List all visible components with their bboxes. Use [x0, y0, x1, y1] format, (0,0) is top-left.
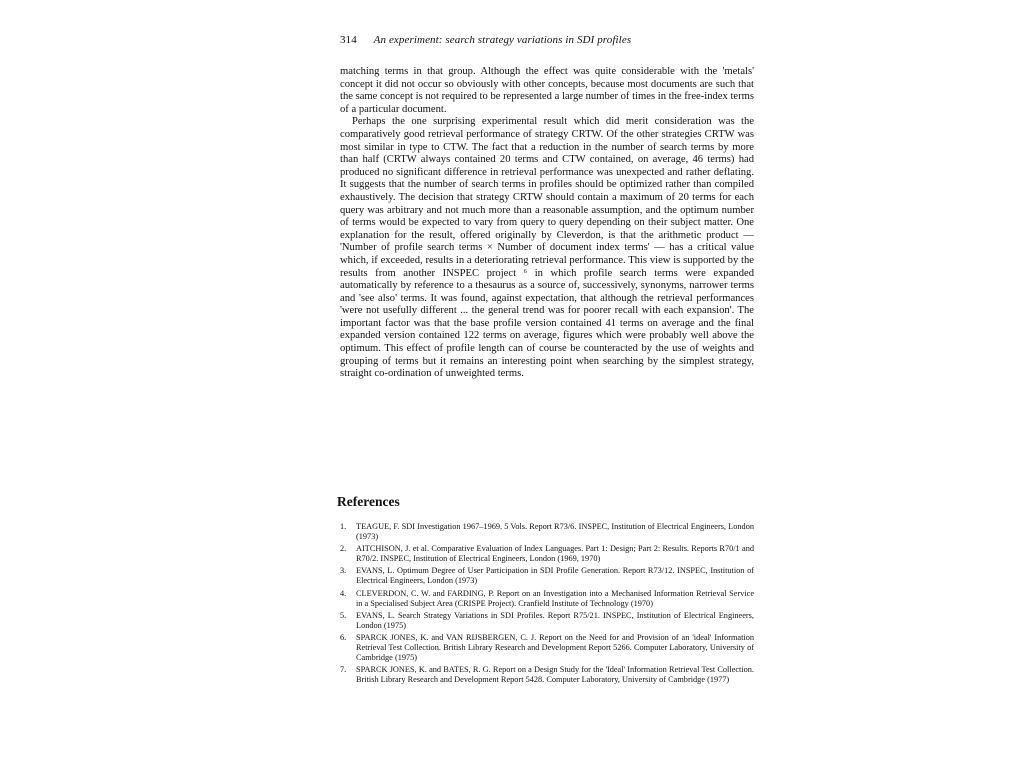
paragraph: Perhaps the one surprising experimental result which did merit consideration was the comparatively good retrieval performance of strategy CRTW. Of the other strategies CRTW was most similar in type to CTW. The fact that a reduction in the number of search terms by more than half (CRTW always contained 20 terms and CTW contained, on average, 46 terms) had produced no significant difference in retrieval performance was unexpected and rather deflating. It suggests that the number of search terms in profiles should be optimized rather than compiled exhaustively. The decision that strategy CRTW should contain a maximum of 20 terms for each query was arbitrary and not much more than a reasonable assumption, and the optimum number of terms would be expected to vary from query to query depending on their subject matter. One explanation for the result, offered originally by Cleverdon, is that the arithmetic product — 'Number of profile search terms × Number of document index terms' — has a critical value which, if exceeded, results in a deteriorating retrieval performance. This view is supported by the results from another INSPEC project ⁶ in which profile search terms were expanded automatically by reference to a thesaurus as a source of, successively, synonyms, narrower terms and 'see also' terms. It was found, against expectation, that although the retrieval performances 'were not usefully different ... the general trend was for poorer recall with each expansion'. The important factor was that the base profile version contained 41 terms on average and the final expanded version contained 122 terms on average, figures which were probably well above the optimum. This effect of profile length can of course be counteracted by the use of weights and grouping of terms but it remains an interesting point when searching by the simplest strategy, straight co-ordination of unweighted terms. — [340, 116, 754, 380]
reference-text: TEAGUE, F. SDI Investigation 1967–1969. 5 Vols. Report R73/6. INSPEC, Institution of Electrical Engineers, London (1973) — [356, 522, 754, 542]
reference-number: 1. — [340, 522, 347, 531]
page-number: 314 — [340, 34, 357, 46]
reference-item — [340, 544, 754, 564]
reference-item — [340, 633, 754, 663]
running-title: An experiment: search strategy variations in SDI profiles — [373, 34, 632, 46]
paragraph: matching terms in that group. Although the effect was quite considerable with the 'metals' concept it did not occur so obviously with other concepts, because most documents are such that the same concept is not required to be represented a large number of times in the free-index terms of a particular document. — [340, 66, 754, 115]
running-header — [340, 34, 760, 46]
reference-text: EVANS, L. Optimum Degree of User Participation in SDI Profile Generation. Report R73/12. INSPEC, Institution of Electrical Engineers, London (1973) — [356, 566, 754, 586]
reference-text: SPARCK JONES, K. and VAN RIJSBERGEN, C. J. Report on the Need for and Provision of an 'ideal' Information Retrieval Test Collection. British Library Research and Development Report 5266. Computer Laboratory, University of Cambridge (1975) — [356, 632, 754, 663]
reference-text: SPARCK JONES, K. and BATES, R. G. Report on a Design Study for the 'Ideal' Information Retrieval Test Collection. British Library Research and Development Report 5428. Computer Laboratory, University of Cambridge (1977) — [356, 665, 754, 685]
reference-item — [340, 522, 754, 542]
reference-number: 2. — [340, 544, 347, 554]
reference-number: 4. — [340, 588, 347, 598]
reference-text: AITCHISON, J. et al. Comparative Evaluation of Index Languages. Part 1: Design; Part 2: Results. Reports R70/1 and R70/2. INSPEC, Institution of Electrical Engineers, London (1969, 1970) — [356, 544, 754, 564]
reference-text: EVANS, L. Search Strategy Variations in SDI Profiles. Report R75/21. INSPEC, Institution of Electrical Engineers, London (1975) — [356, 610, 754, 630]
body-text — [340, 66, 754, 381]
reference-item — [340, 589, 754, 609]
reference-item — [340, 566, 754, 586]
reference-number: 7. — [340, 665, 347, 675]
reference-text: CLEVERDON, C. W. and FARDING, P. Report on an Investigation into a Mechanised Information Retrieval Service in a Specialised Subject Area (CRISPE Project). Cranfield Institute of Technology (1970) — [356, 588, 754, 608]
references-heading: References — [337, 494, 400, 509]
reference-item — [340, 611, 754, 631]
reference-number: 6. — [340, 632, 347, 642]
reference-number: 3. — [340, 566, 347, 576]
reference-item — [340, 665, 754, 685]
references-list — [340, 522, 754, 687]
reference-number: 5. — [340, 610, 347, 620]
